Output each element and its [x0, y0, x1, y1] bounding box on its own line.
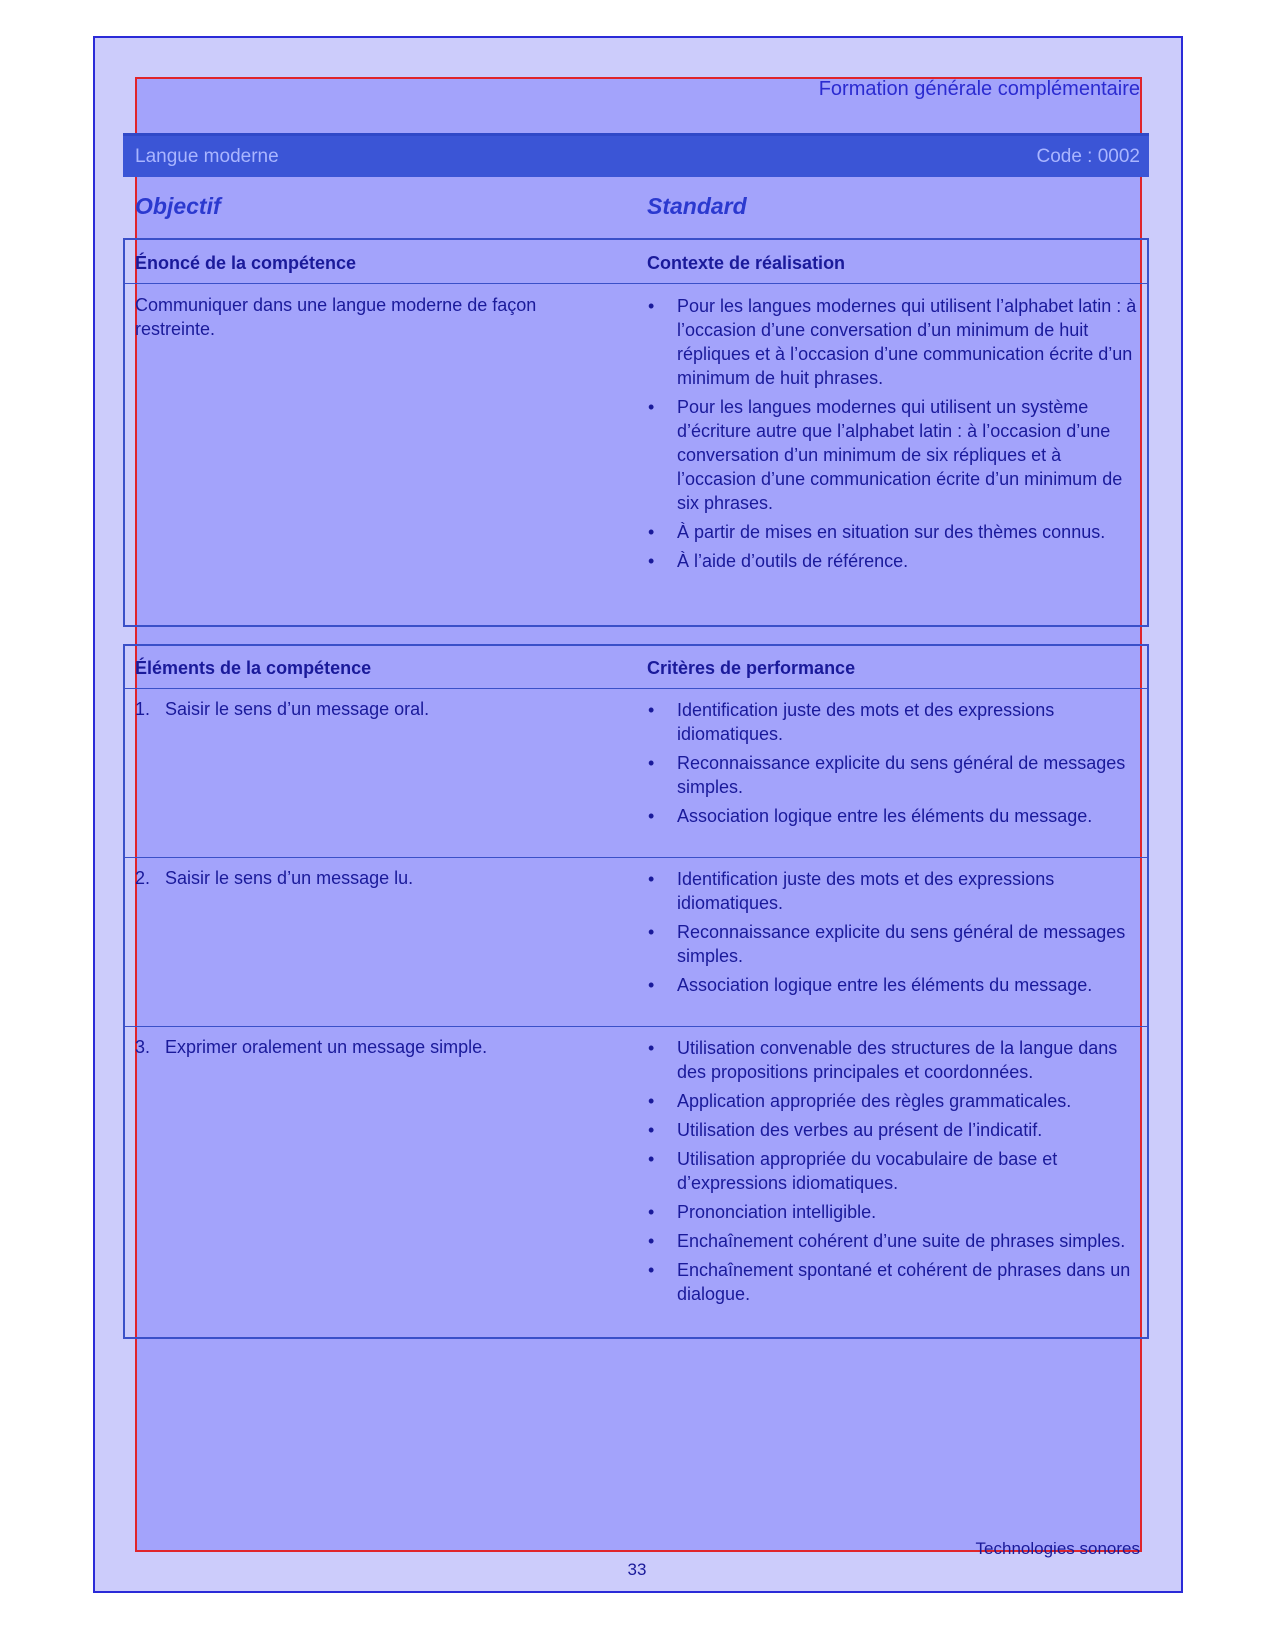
- bullet-icon: •: [648, 397, 655, 417]
- bullet-icon: •: [648, 1091, 655, 1111]
- page-number: 33: [627, 1560, 647, 1579]
- bullet-icon: •: [648, 1260, 655, 1280]
- list-item: • Prononciation intelligible.: [648, 1202, 877, 1222]
- bullet-icon: •: [648, 1120, 655, 1140]
- header-bar-code: Code : 0002: [1036, 146, 1140, 167]
- criteria-list-2: [647, 867, 1142, 1002]
- bullet-icon: •: [648, 1038, 655, 1058]
- criteria-list-1: [647, 698, 1142, 833]
- list-item: • Identification juste des mots et des expressions idiomatiques.: [648, 700, 1055, 744]
- bullet-icon: •: [648, 975, 655, 995]
- list-item: • Identification juste des mots et des expressions idiomatiques.: [648, 869, 1055, 913]
- footer-program-name: Technologies sonores: [975, 1539, 1140, 1558]
- list-item: • Application appropriée des règles grammaticales.: [648, 1091, 1072, 1111]
- elements-row-divider: [123, 857, 1149, 858]
- list-item: • Association logique entre les éléments du message.: [648, 806, 1093, 826]
- list-item: • Enchaînement cohérent d’une suite de phrases simples.: [648, 1231, 1126, 1251]
- criteria-list-3: [647, 1036, 1142, 1311]
- bullet-icon: •: [648, 806, 655, 826]
- list-item: • Utilisation appropriée du vocabulaire de base et d’expressions idiomatiques.: [648, 1149, 1058, 1193]
- element-3: 3. Exprimer oralement un message simple.: [135, 1037, 488, 1057]
- element-1: 1. Saisir le sens d’un message oral.: [135, 699, 430, 719]
- elements-row-divider: [123, 1026, 1149, 1027]
- bullet-icon: •: [648, 753, 655, 773]
- bullet-icon: •: [648, 869, 655, 889]
- list-item: • Reconnaissance explicite du sens général de messages simples.: [648, 922, 1126, 966]
- context-heading: Contexte de réalisation: [647, 253, 846, 273]
- header-program-title: Formation générale complémentaire: [818, 78, 1140, 100]
- list-item: • Pour les langues modernes qui utilisent un système d’écriture autre que l’alphabet latin : à l’occasion d’une conversation d’un minimum de six répliques et à l’occasion d’une communication écrite d’un minimum de six phrases.: [648, 397, 1123, 513]
- bullet-icon: •: [648, 922, 655, 942]
- bullet-icon: •: [648, 551, 655, 571]
- list-item: • Enchaînement spontané et cohérent de phrases dans un dialogue.: [648, 1260, 1131, 1304]
- competency-table-header-divider: [123, 283, 1149, 284]
- list-item: • Utilisation des verbes au présent de l’indicatif.: [648, 1120, 1043, 1140]
- objective-title: Objectif: [135, 193, 221, 219]
- bullet-icon: •: [648, 1231, 655, 1251]
- bullet-icon: •: [648, 296, 655, 316]
- list-item: • Utilisation convenable des structures de la langue dans des propositions principales et coordonnées.: [648, 1038, 1118, 1082]
- context-list: [647, 294, 1142, 578]
- list-item: • Association logique entre les éléments du message.: [648, 975, 1093, 995]
- bullet-icon: •: [648, 1202, 655, 1222]
- bullet-icon: •: [648, 700, 655, 720]
- element-2: 2. Saisir le sens d’un message lu.: [135, 868, 414, 888]
- list-item: • À partir de mises en situation sur des thèmes connus.: [648, 522, 1106, 542]
- elements-heading: Éléments de la compétence: [135, 658, 372, 678]
- list-item: • Reconnaissance explicite du sens général de messages simples.: [648, 753, 1126, 797]
- standard-title: Standard: [647, 193, 747, 219]
- criteria-heading: Critères de performance: [647, 658, 856, 678]
- list-item: • Pour les langues modernes qui utilisent l’alphabet latin : à l’occasion d’une conversation d’un minimum de huit répliques et à l’occasion d’une communication écrite d’un minimum de huit phrases.: [648, 296, 1137, 388]
- elements-table-header-divider: [123, 688, 1149, 689]
- competency-statement: Communiquer dans une langue moderne de façon restreinte.: [135, 295, 537, 339]
- bullet-icon: •: [648, 522, 655, 542]
- competency-statement-heading: Énoncé de la compétence: [135, 253, 357, 273]
- list-item: • À l’aide d’outils de référence.: [648, 551, 909, 571]
- header-bar-subject: Langue moderne: [135, 146, 279, 167]
- bullet-icon: •: [648, 1149, 655, 1169]
